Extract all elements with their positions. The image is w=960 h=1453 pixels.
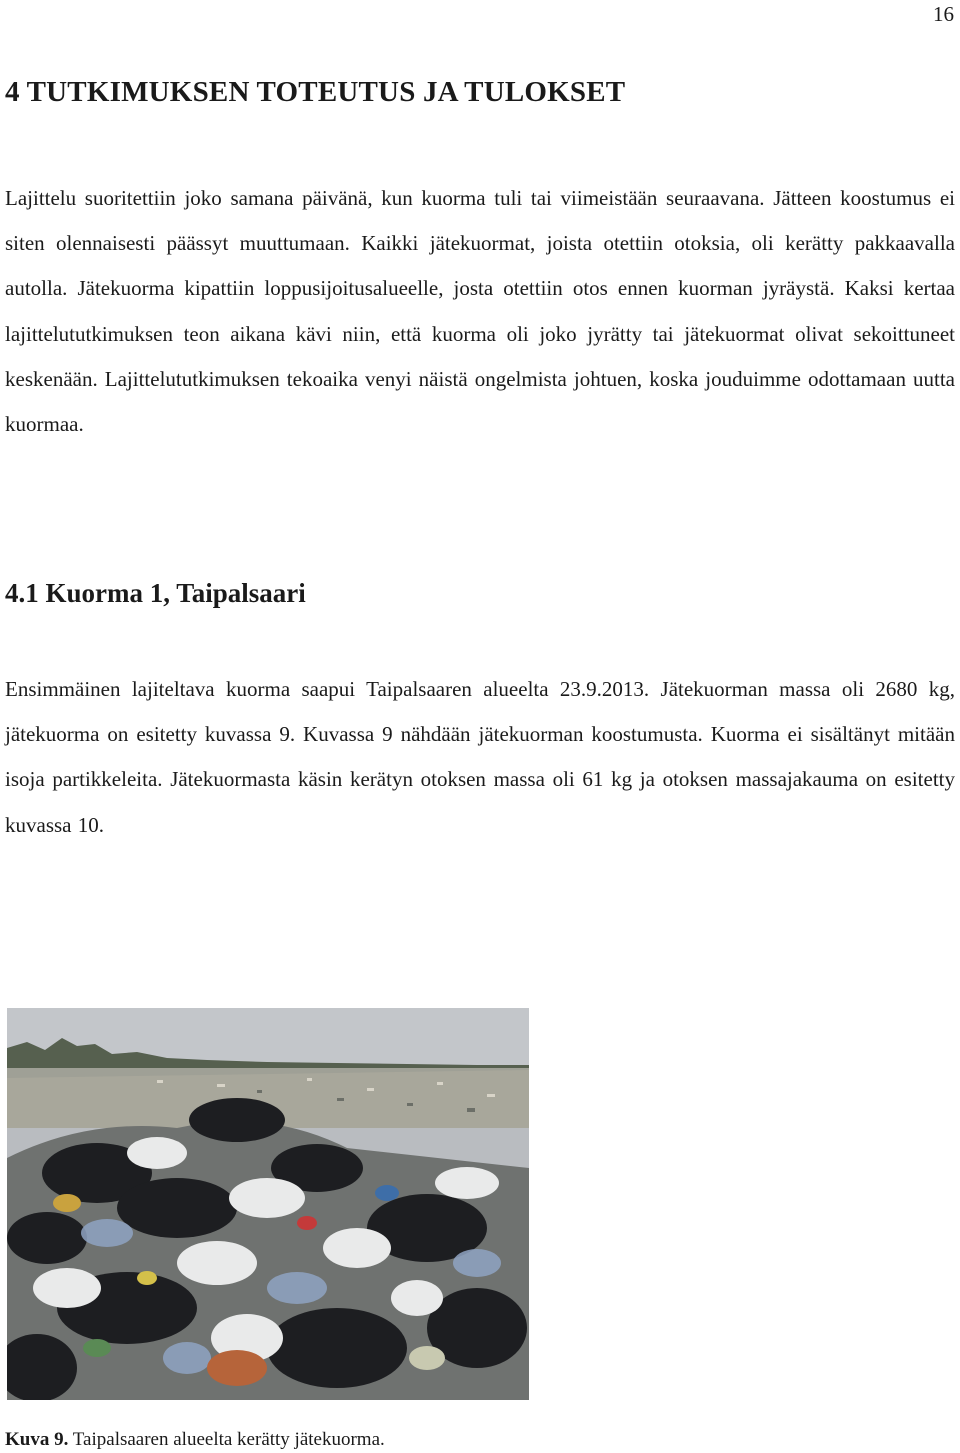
chapter-heading: 4 TUTKIMUKSEN TOTEUTUS JA TULOKSET bbox=[5, 76, 626, 108]
section-heading: 4.1 Kuorma 1, Taipalsaari bbox=[5, 578, 306, 608]
chapter-intro-paragraph: Lajittelu suoritettiin joko samana päivänä, kun kuorma tuli tai viimeistään seuraavana. Jätteen koostumus ei siten olennaisesti päässyt muuttumaan. Kaikki jätekuormat, joista otettiin otoksia, oli kerätty pakkaavalla autolla. Jätekuorma kipattiin loppusijoitusalueelle, josta otettiin otos ennen kuorman jyräystä. Kaksi kertaa lajittelututkimuksen teon aikana kävi niin, että kuorma oli joko jyrätty tai jätekuormat olivat sekoittuneet keskenään. Lajittelututkimuksen tekoaika venyi näistä ongelmista johtuen, koska jouduimme odottamaan uutta kuormaa. bbox=[5, 186, 955, 437]
page-number: 16 bbox=[933, 2, 954, 26]
figure-caption-text: Taipalsaaren alueelta kerätty jätekuorma. bbox=[68, 1429, 385, 1450]
figure-caption bbox=[5, 1429, 385, 1451]
section-paragraph: Ensimmäinen lajiteltava kuorma saapui Taipalsaaren alueelta 23.9.2013. Jätekuorman massa oli 2680 kg, jätekuorma on esitetty kuvassa 9. Kuvassa 9 nähdään jätekuorman koostumusta. Kuorma ei sisältänyt mitään isoja partikkeleita. Jätekuormasta käsin kerätyn otoksen massa oli 61 kg ja otoksen massajakauma on esitetty kuvassa 10. bbox=[5, 677, 955, 837]
waste-load-photo bbox=[7, 1008, 529, 1400]
figure-caption-label: Kuva 9. bbox=[5, 1429, 69, 1450]
